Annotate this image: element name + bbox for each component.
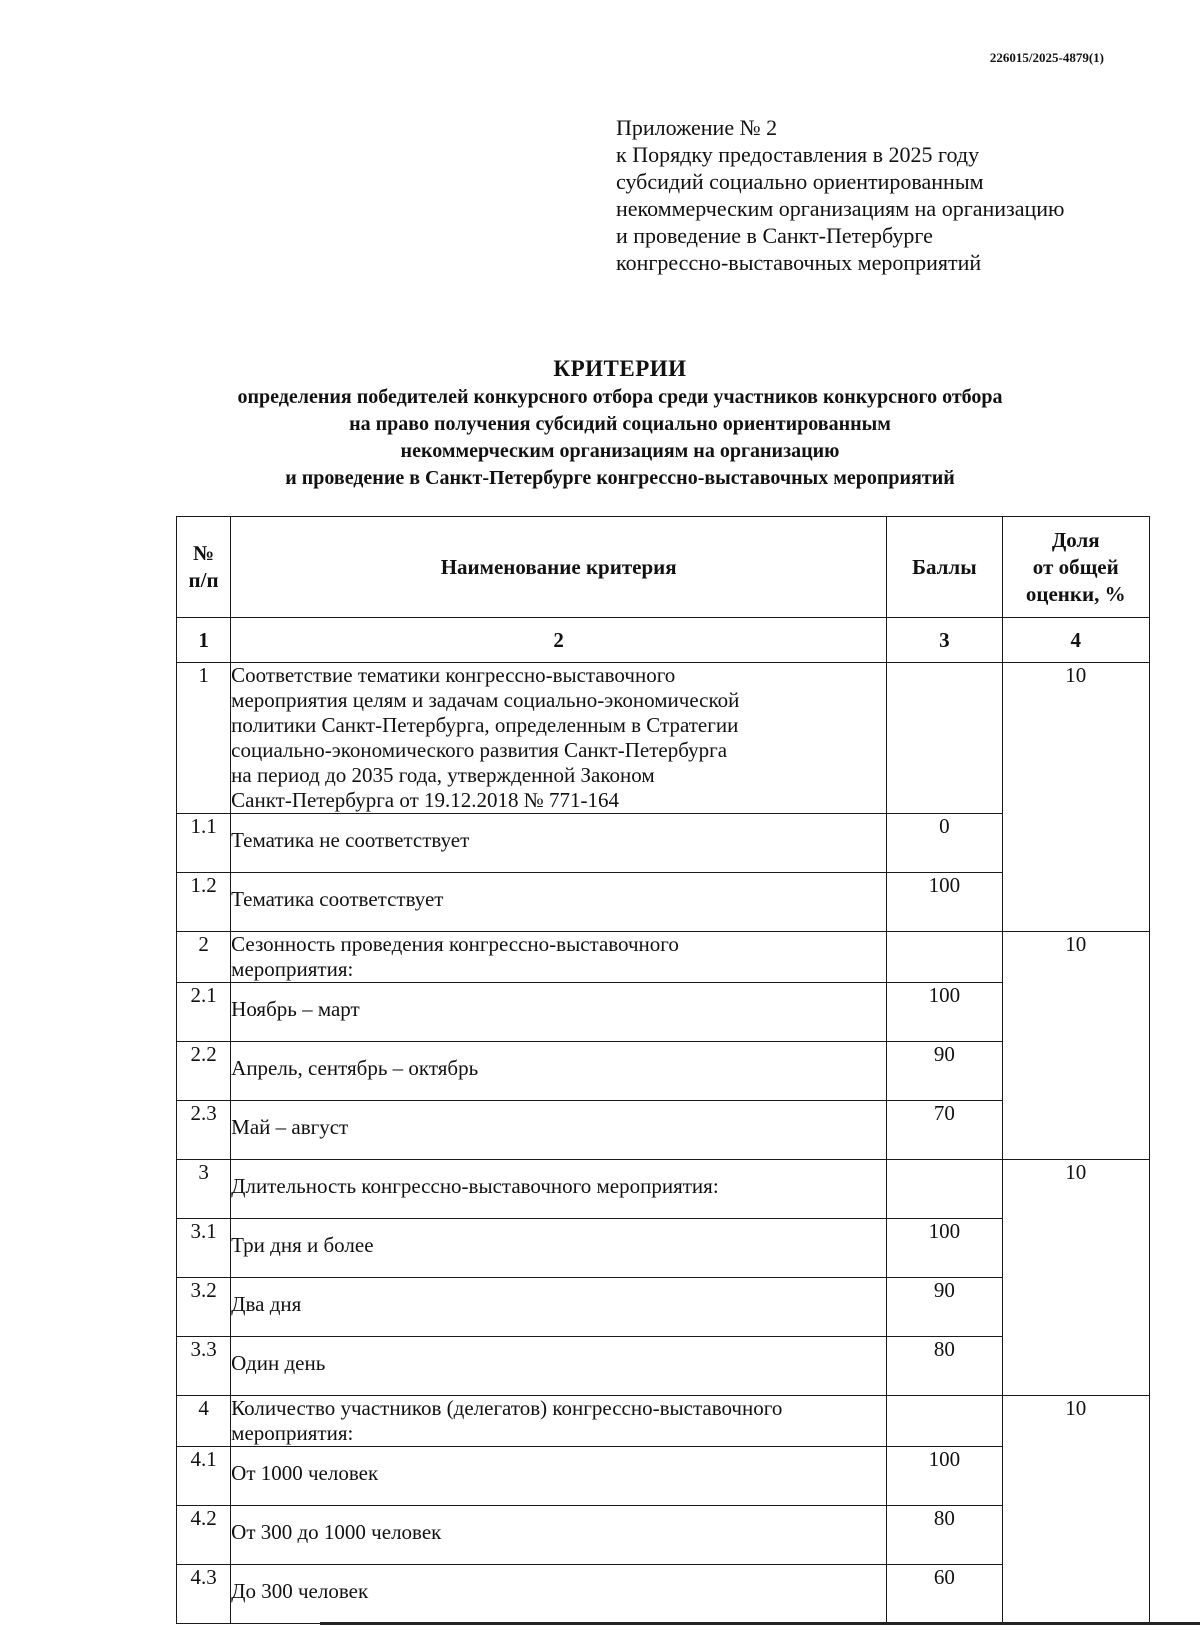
column-number: 3 [887,618,1002,663]
sub-criterion-number: 1.1 [177,814,231,873]
sub-criterion-score: 80 [887,1337,1002,1396]
sub-criterion-name: Два дня [231,1278,887,1337]
header-share: Доля от общей оценки, % [1002,517,1149,618]
appendix-line: и проведение в Санкт-Петербурге [616,223,933,248]
title-line: на право получения субсидий социально ориентированным [349,413,891,435]
sub-criterion-number: 2.1 [177,983,231,1042]
sub-criterion-name: Апрель, сентябрь – октябрь [231,1042,887,1101]
sub-criterion-score: 70 [887,1101,1002,1160]
criterion-share: 10 [1002,1160,1149,1396]
sub-criterion-number: 4.3 [177,1565,231,1624]
criterion-share: 10 [1002,932,1149,1160]
title-line: и проведение в Санкт-Петербурге конгрессно-выставочных мероприятий [285,467,955,489]
sub-criterion-score: 100 [887,1219,1002,1278]
sub-criterion-score: 100 [887,1447,1002,1506]
criterion-score [887,1396,1002,1447]
sub-criterion-number: 4.1 [177,1447,231,1506]
criterion-row [177,663,1150,814]
sub-criterion-number: 3.1 [177,1219,231,1278]
criterion-row [177,1160,1150,1219]
appendix-line: к Порядку предоставления в 2025 году [616,142,980,167]
sub-criterion-score: 60 [887,1565,1002,1624]
sub-criterion-name: Тематика не соответствует [231,814,887,873]
header-criterion-name: Наименование критерия [231,517,887,618]
document-title [140,354,1100,492]
appendix-line: субсидий социально ориентированным [616,169,984,194]
criterion-name: Длительность конгрессно-выставочного мероприятия: [231,1160,887,1219]
table-header-row [177,517,1150,618]
sub-criterion-score: 0 [887,814,1002,873]
criterion-score [887,663,1002,814]
sub-criterion-number: 3.3 [177,1337,231,1396]
criterion-score [887,1160,1002,1219]
column-number: 2 [231,618,887,663]
criterion-number: 1 [177,663,231,814]
sub-criterion-name: Ноябрь – март [231,983,887,1042]
sub-criterion-score: 100 [887,983,1002,1042]
sub-criterion-name: От 300 до 1000 человек [231,1506,887,1565]
document-number: 226015/2025-4879(1) [989,50,1104,65]
sub-criterion-number: 3.2 [177,1278,231,1337]
header-score: Баллы [887,517,1002,618]
criterion-score [887,932,1002,983]
criterion-number: 3 [177,1160,231,1219]
sub-criterion-name: Май – август [231,1101,887,1160]
sub-criterion-name: Три дня и более [231,1219,887,1278]
title-main: КРИТЕРИИ [553,356,687,381]
sub-criterion-name: От 1000 человек [231,1447,887,1506]
criterion-name: Соответствие тематики конгрессно-выставочного мероприятия целям и задачам социально-экономической политики Санкт-Петербурга, определенным в Стратегии социально-экономического развития Санкт-Петербурга на период до 2035 года, утвержденной Законом Санкт-Петербурга от 19.12.2018 № 771-164 [231,663,887,814]
appendix-line: некоммерческим организациям на организацию [616,196,1065,221]
sub-criterion-name: Один день [231,1337,887,1396]
sub-criterion-number: 4.2 [177,1506,231,1565]
sub-criterion-score: 90 [887,1278,1002,1337]
sub-criterion-name: Тематика соответствует [231,873,887,932]
criterion-name: Сезонность проведения конгрессно-выставочного мероприятия: [231,932,887,983]
sub-criterion-name: До 300 человек [231,1565,887,1624]
criterion-number: 4 [177,1396,231,1447]
column-number-row [177,618,1150,663]
page-bottom-rule [320,1622,1200,1625]
criterion-name: Количество участников (делегатов) конгрессно-выставочного мероприятия: [231,1396,887,1447]
title-line: некоммерческим организациям на организацию [400,440,840,462]
criterion-number: 2 [177,932,231,983]
sub-criterion-score: 80 [887,1506,1002,1565]
sub-criterion-number: 2.2 [177,1042,231,1101]
appendix-note [616,114,1136,276]
header-number: № п/п [177,517,231,618]
criterion-row [177,1396,1150,1447]
column-number: 1 [177,618,231,663]
criterion-share: 10 [1002,663,1149,932]
sub-criterion-number: 2.3 [177,1101,231,1160]
sub-criterion-score: 100 [887,873,1002,932]
appendix-line: Приложение № 2 [616,115,778,140]
column-number: 4 [1002,618,1149,663]
title-line: определения победителей конкурсного отбора среди участников конкурсного отбора [237,386,1003,408]
sub-criterion-score: 90 [887,1042,1002,1101]
sub-criterion-number: 1.2 [177,873,231,932]
criterion-share: 10 [1002,1396,1149,1624]
criteria-table [176,516,1150,1624]
criterion-row [177,932,1150,983]
appendix-line: конгрессно-выставочных мероприятий [616,250,982,275]
